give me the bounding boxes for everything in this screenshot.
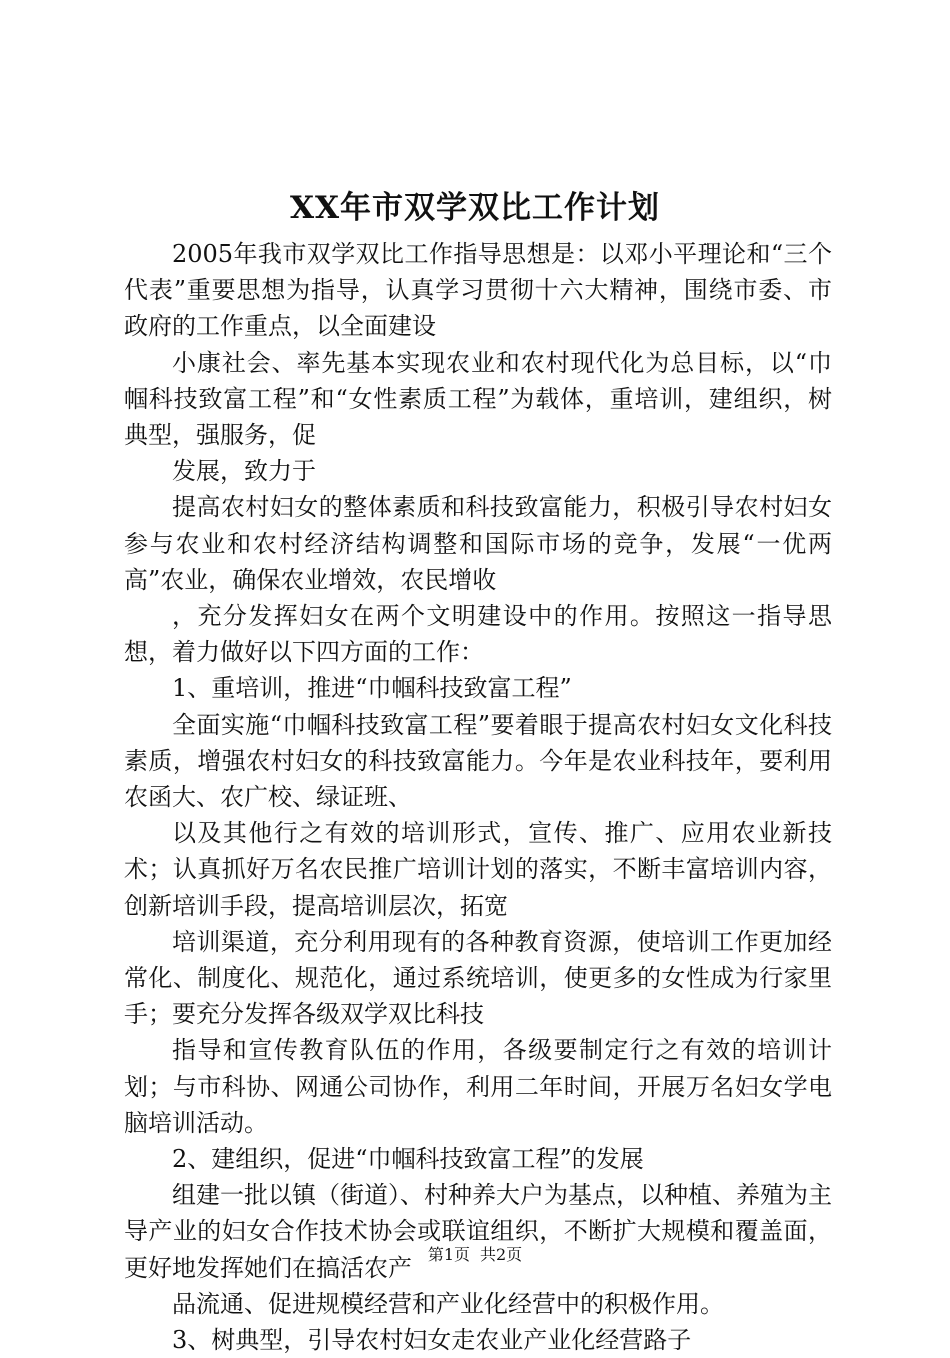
paragraph-computer-training: 指导和宣传教育队伍的作用，各级要制定行之有效的培训计划；与市科协、网通公司协作，利用二年时间，开展万名妇女学电脑培训活动。	[124, 1036, 832, 1137]
page-number: 第1页	[427, 1245, 470, 1264]
paragraph-implement-project: 全面实施“巾帼科技致富工程”要着眼于提高农村妇女文化科技素质，增强农村妇女的科技致富能力。今年是农业科技年，要利用农函大、农广校、绿证班、	[124, 710, 832, 812]
paragraph-four-tasks: ，充分发挥妇女在两个文明建设中的作用。按照这一指导思想，着力做好以下四方面的工作：	[124, 602, 832, 667]
paragraph-development: 发展，致力于	[172, 457, 316, 486]
paragraph-training-channels: 培训渠道，充分利用现有的各种教育资源，使培训工作更加经常化、制度化、规范化，通过系统培训，使更多的女性成为行家里手；要充分发挥各级双学双比科技	[124, 927, 832, 1029]
page-footer	[0, 1243, 950, 1267]
page-total: 共2页	[480, 1245, 523, 1264]
paragraph-guiding-ideology: 2005年我市双学双比工作指导思想是：以邓小平理论和“三个代表”重要思想为指导，认真学习贯彻十六大精神，围绕市委、市政府的工作重点，以全面建设	[124, 240, 832, 341]
section-heading-models: 3、树典型，引导农村妇女走农业产业化经营路子	[172, 1326, 692, 1355]
section-heading-training: 1、重培训，推进“巾帼科技致富工程”	[172, 674, 572, 703]
page-title: XX年市双学双比工作计划	[289, 190, 661, 226]
paragraph-build-associations: 组建一批以镇（街道）、村种养大户为基点，以种植、养殖为主导产业的妇女合作技术协会或联谊组织，不断扩大规模和覆盖面，更好地发挥她们在搞活农产	[124, 1181, 832, 1282]
paragraph-improve-quality: 提高农村妇女的整体素质和科技致富能力，积极引导农村妇女参与农业和农村经济结构调整和国际市场的竞争，发展“一优两高”农业，确保农业增效，农民增收	[124, 493, 832, 594]
paragraph-overall-goal: 小康社会、率先基本实现农业和农村现代化为总目标，以“巾帼科技致富工程”和“女性素质工程”为载体，重培训，建组织，树典型，强服务，促	[124, 348, 832, 450]
paragraph-circulation: 品流通、促进规模经营和产业化经营中的积极作用。	[172, 1289, 724, 1318]
paragraph-training-forms: 以及其他行之有效的培训形式，宣传、推广、应用农业新技术；认真抓好万名农民推广培训计划的落实，不断丰富培训内容，创新培训手段，提高培训层次，拓宽	[124, 819, 832, 920]
section-heading-organization: 2、建组织，促进“巾帼科技致富工程”的发展	[172, 1145, 644, 1174]
document-body	[124, 236, 832, 1358]
